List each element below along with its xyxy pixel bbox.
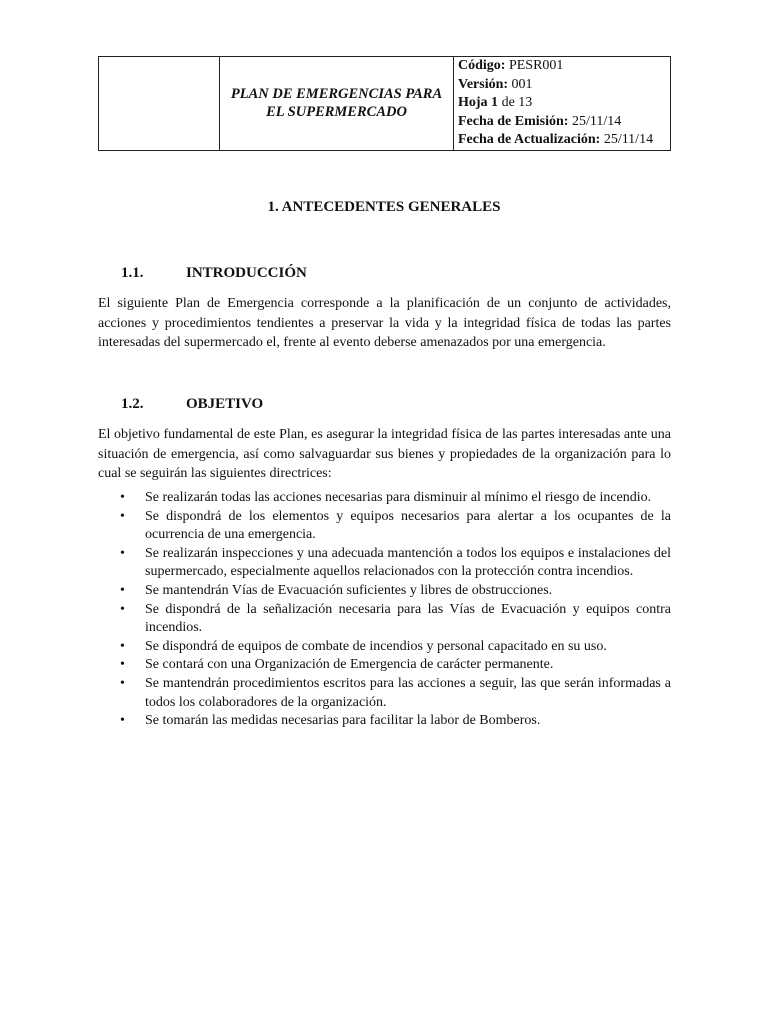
bullet-icon: • [120,601,125,617]
list-item [98,656,671,675]
list-item [98,712,671,731]
bullet-icon: • [120,490,125,505]
bullet-icon: • [120,582,125,598]
list-item-text: Se dispondrá de los elementos y equipos necesarios para alertar a los ocupantes de la ocurrencia de una emergencia. [145,508,671,543]
list-item-text: Se contará con una Organización de Emergencia de carácter permanente. [145,657,554,673]
section-heading-antecedentes: 1. ANTECEDENTES GENERALES [267,199,501,215]
list-item [98,675,671,712]
fecha-actualizacion-value: 25/11/14 [600,132,654,148]
hoja-label: Hoja 1 [458,95,499,111]
document-title-cell [220,57,454,151]
fecha-emision-line [458,113,670,132]
directrices-list [98,489,671,731]
subsection-number: 1.1. [121,265,144,281]
codigo-value: PESR001 [505,58,564,73]
list-item [98,508,671,545]
document-meta-cell [454,57,671,151]
subsection-title: OBJETIVO [186,396,264,412]
fecha-actualizacion-line [458,131,670,150]
subsection-title: INTRODUCCIÓN [186,265,307,281]
list-item-text: Se realizarán todas las acciones necesarias para disminuir al mínimo el riesgo de incendio. [145,490,652,505]
subsection-heading-introduccion [121,264,307,282]
list-item [98,545,671,582]
document-title-line-1: PLAN DE EMERGENCIAS PARA [230,86,443,103]
fecha-actualizacion-label: Fecha de Actualización: [458,132,601,148]
version-value: 001 [508,76,533,92]
version-line [458,76,670,95]
bullet-icon: • [120,508,125,524]
objetivo-paragraph: El objetivo fundamental de este Plan, es asegurar la integridad física de las partes interesadas ante una situación de emergencia, así como salvaguardar sus bienes y propiedades de la organización para lo cual se seguirán las siguientes directrices: [98,427,671,482]
bullet-icon: • [120,657,125,673]
list-item [98,601,671,638]
list-item [98,489,671,508]
hoja-line [458,94,670,113]
subsection-heading-objetivo [121,395,263,413]
fecha-emision-value: 25/11/14 [568,113,622,129]
list-item-text: Se mantendrán procedimientos escritos para las acciones a seguir, las que serán informadas a todos los colaboradores de la organización. [145,675,671,710]
fecha-emision-label: Fecha de Emisión: [458,113,569,129]
list-item-text: Se dispondrá de equipos de combate de incendios y personal capacitado en su uso. [145,638,607,654]
list-item [98,638,671,657]
document-title-line-2: EL SUPERMERCADO [266,104,407,121]
version-label: Versión: [458,76,509,92]
subsection-number: 1.2. [121,396,144,412]
list-item [98,582,671,601]
bullet-icon: • [120,545,125,561]
list-item-text: Se realizarán inspecciones y una adecuada mantención a todos los equipos e instalaciones del supermercado, especialmente aquellos relacionados con la protección contra incendios. [145,545,671,580]
bullet-icon: • [120,713,125,729]
logo-cell [99,57,220,151]
document-header-table [98,56,671,151]
codigo-line [458,57,670,76]
list-item-text: Se mantendrán Vías de Evacuación suficientes y libres de obstrucciones. [145,582,553,598]
bullet-icon: • [120,675,125,691]
codigo-label: Código: [458,58,506,73]
list-item-text: Se dispondrá de la señalización necesaria para las Vías de Evacuación y equipos contra incendios. [145,601,671,636]
list-item-text: Se tomarán las medidas necesarias para facilitar la labor de Bomberos. [145,713,541,729]
bullet-icon: • [120,638,125,654]
introduccion-paragraph: El siguiente Plan de Emergencia corresponde a la planificación de un conjunto de actividades, acciones y procedimientos tendientes a preservar la vida y la integridad física de todas las partes interesadas del supermercado el, frente al evento deberse amenazados por una emergencia. [98,296,671,351]
hoja-value: de 13 [498,95,533,111]
